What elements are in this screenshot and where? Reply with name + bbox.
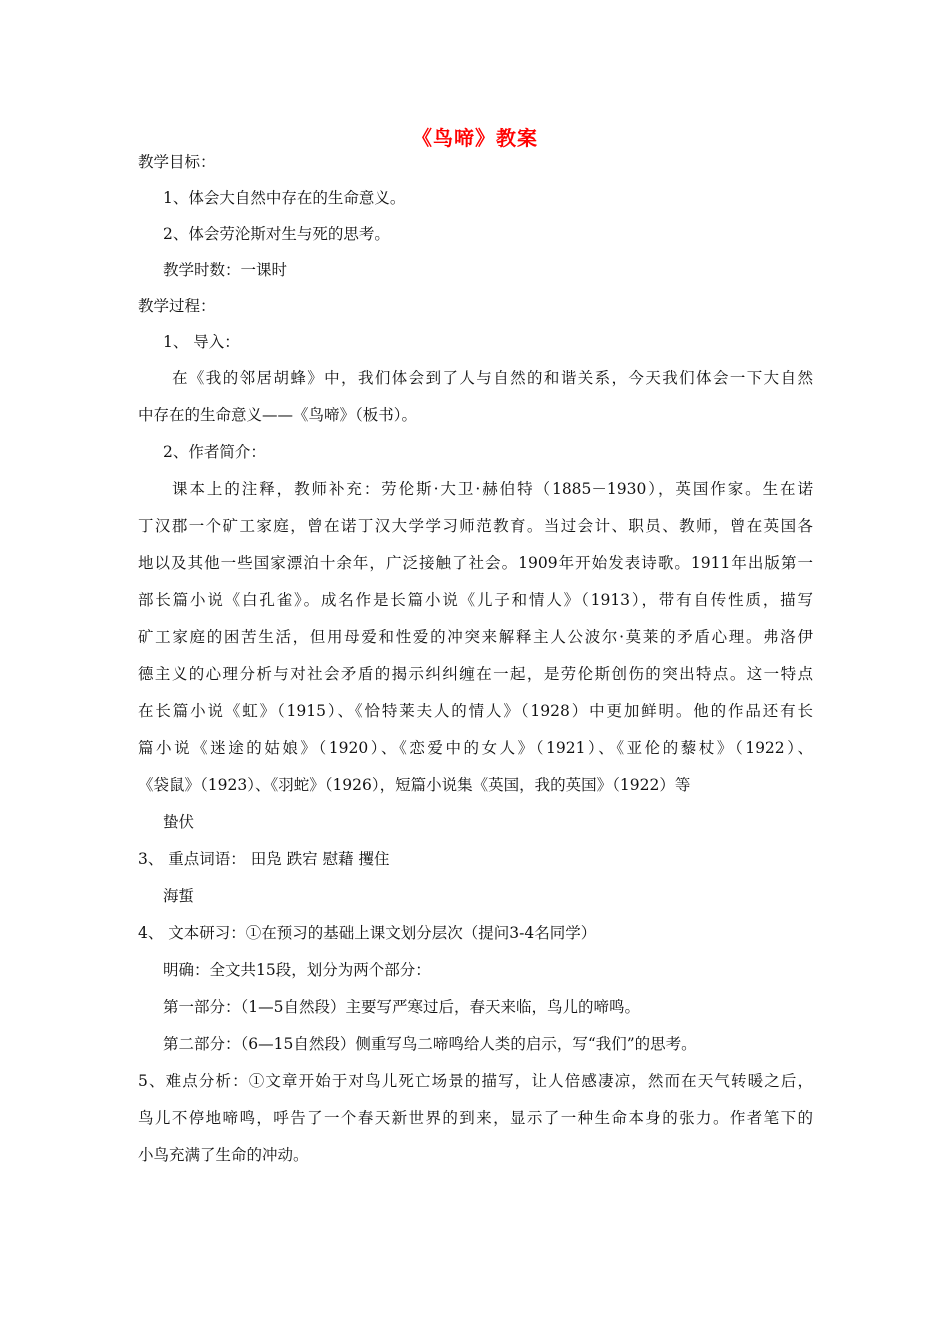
step-5-line-1: 5、难点分析：①文章开始于对鸟儿死亡场景的描写，让人倍感凄凉，然而在天气转暖之后，: [138, 1072, 813, 1090]
vocab-word-a: 蛰伏: [163, 813, 195, 831]
part-1-line: 第一部分：（1—5自然段）主要写严寒过后，春天来临，鸟儿的啼鸣。: [163, 998, 640, 1016]
step-5-line-2: 鸟儿不停地啼鸣，呼告了一个春天新世界的到来，显示了一种生命本身的张力。作者笔下的: [138, 1109, 813, 1127]
bio-line-3: 地以及其他一些国家漂泊十余年，广泛接触了社会。1909年开始发表诗歌。1911年出版第一: [138, 554, 813, 572]
bio-line-9: 《袋鼠》（1923）、《羽蛇》（1926），短篇小说集《英国，我的英国》（1922）等: [138, 776, 691, 794]
step-5-line-3: 小鸟充满了生命的冲动。: [138, 1146, 309, 1164]
bio-line-6: 德主义的心理分析与对社会矛盾的揭示纠纠缠在一起，是劳伦斯创伤的突出特点。这一特点: [138, 665, 813, 683]
bio-line-7: 在长篇小说《虹》（1915）、《恰特莱夫人的情人》（1928）中更加鲜明。他的作品还有长: [138, 702, 813, 720]
teaching-hours: 教学时数：一课时: [163, 261, 288, 279]
clarify-line: 明确：全文共15段，划分为两个部分：: [163, 961, 431, 979]
intro-line-1: 在《我的邻居胡蜂》中，我们体会到了人与自然的和谐关系，今天我们体会一下大自然: [172, 369, 813, 387]
goals-heading: 教学目标：: [138, 153, 216, 171]
step-3-key-words: 3、 重点词语： 田凫 跌宕 慰藉 攫住: [138, 850, 390, 868]
process-heading: 教学过程：: [138, 297, 216, 315]
step-4-text-study: 4、 文本研习：①在预习的基础上课文划分层次（提问3-4名同学）: [138, 924, 597, 942]
bio-line-5: 矿工家庭的困苦生活，但用母爱和性爱的冲突来解释主人公波尔·莫莱的矛盾心理。弗洛伊: [138, 628, 813, 646]
bio-line-1: 课本上的注释，教师补充：劳伦斯·大卫·赫伯特（1885－1930），英国作家。生在诺: [172, 480, 813, 498]
step-2-heading: 2、作者简介：: [163, 443, 266, 461]
goal-2: 2、体会劳沦斯对生与死的思考。: [163, 225, 390, 243]
part-2-line: 第二部分：（6—15自然段）侧重写鸟二啼鸣给人类的启示，写“我们”的思考。: [163, 1035, 697, 1053]
intro-line-2: 中存在的生命意义——《鸟啼》（板书）。: [138, 406, 418, 424]
goal-1: 1、体会大自然中存在的生命意义。: [163, 189, 406, 207]
bio-line-8: 篇小说《迷途的姑娘》（1920）、《恋爱中的女人》（1921）、《亚伦的藜杖》（1922）、: [138, 739, 813, 757]
step-1-heading: 1、 导入：: [163, 333, 240, 351]
document-title: 《鸟啼》教案: [412, 126, 538, 150]
bio-line-4: 部长篇小说《白孔雀》。成名作是长篇小说《儿子和情人》（1913），带有自传性质，描写: [138, 591, 813, 609]
vocab-word-b: 海蜇: [163, 887, 195, 905]
bio-line-2: 丁汉郡一个矿工家庭，曾在诺丁汉大学学习师范教育。当过会计、职员、教师，曾在英国各: [138, 517, 813, 535]
